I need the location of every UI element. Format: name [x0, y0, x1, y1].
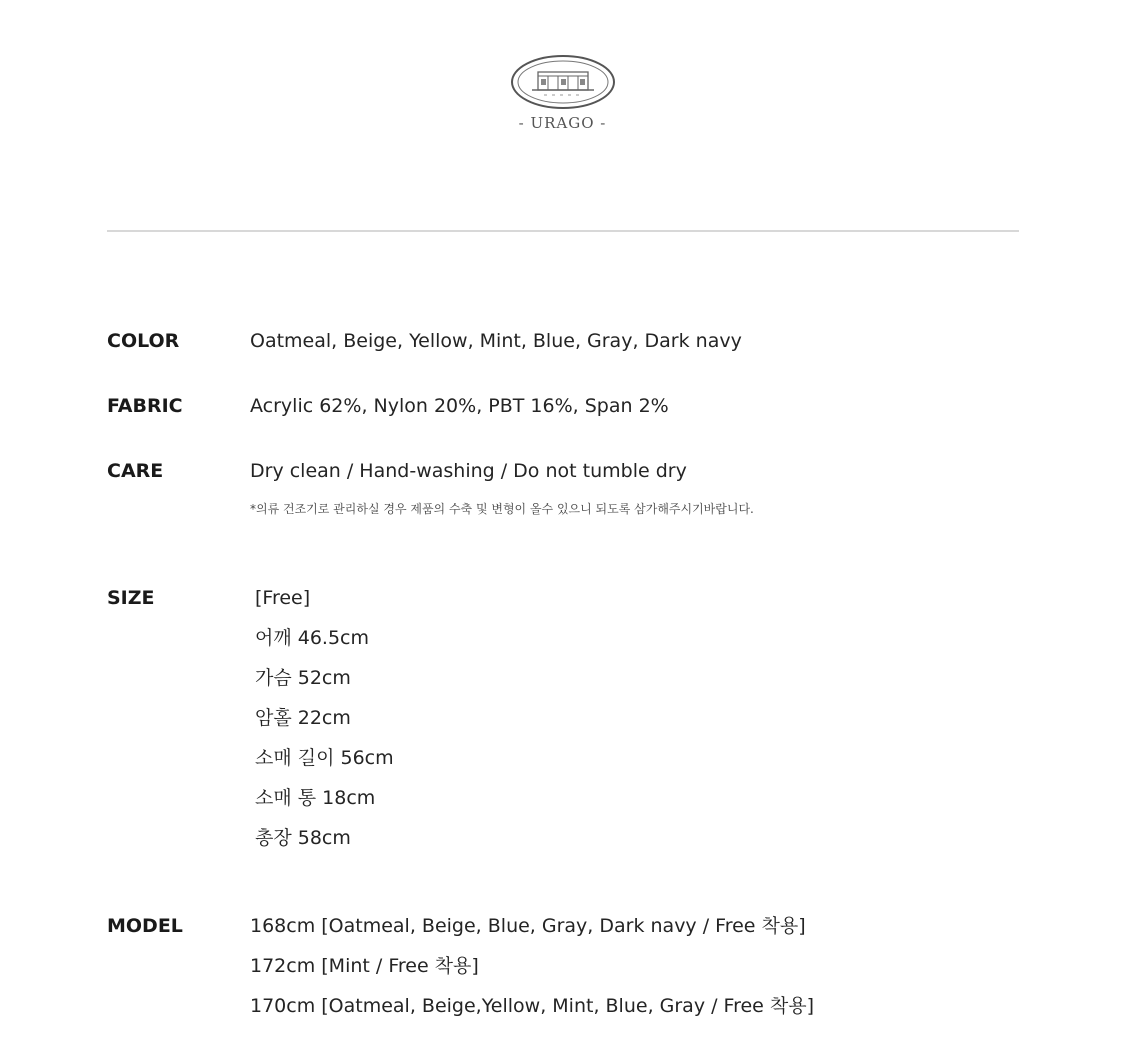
storefront-emblem-icon: [510, 54, 616, 110]
size-line: 암홀 22cm: [255, 707, 351, 729]
size-line: 총장 58cm: [255, 827, 351, 849]
care-note: *의류 건조기로 관리하실 경우 제품의 수축 및 변형이 올수 있으니 되도록 삼가해주시기바랍니다.: [250, 502, 754, 516]
care-label: CARE: [107, 460, 164, 482]
size-line: 어깨 46.5cm: [255, 627, 370, 649]
color-value: Oatmeal, Beige, Yellow, Mint, Blue, Gray, Dark navy: [250, 330, 742, 352]
brand-logo: [0, 54, 1125, 140]
model-line: 168cm [Oatmeal, Beige, Blue, Gray, Dark navy / Free 착용]: [250, 915, 806, 937]
model-line: 170cm [Oatmeal, Beige,Yellow, Mint, Blue, Gray / Free 착용]: [250, 995, 815, 1017]
model-label: MODEL: [107, 915, 183, 937]
size-line: 소매 통 18cm: [255, 787, 376, 809]
size-line: 가슴 52cm: [255, 667, 351, 689]
brand-name: - URAGO -: [518, 114, 607, 132]
color-label: COLOR: [107, 330, 180, 352]
size-label: SIZE: [107, 587, 155, 609]
care-value: Dry clean / Hand-washing / Do not tumble dry: [250, 460, 687, 482]
size-line: 소매 길이 56cm: [255, 747, 394, 769]
model-line: 172cm [Mint / Free 착용]: [250, 955, 479, 977]
size-line: [Free]: [255, 587, 311, 609]
section-divider: [107, 230, 1019, 232]
fabric-label: FABRIC: [107, 395, 183, 417]
fabric-value: Acrylic 62%, Nylon 20%, PBT 16%, Span 2%: [250, 395, 669, 417]
